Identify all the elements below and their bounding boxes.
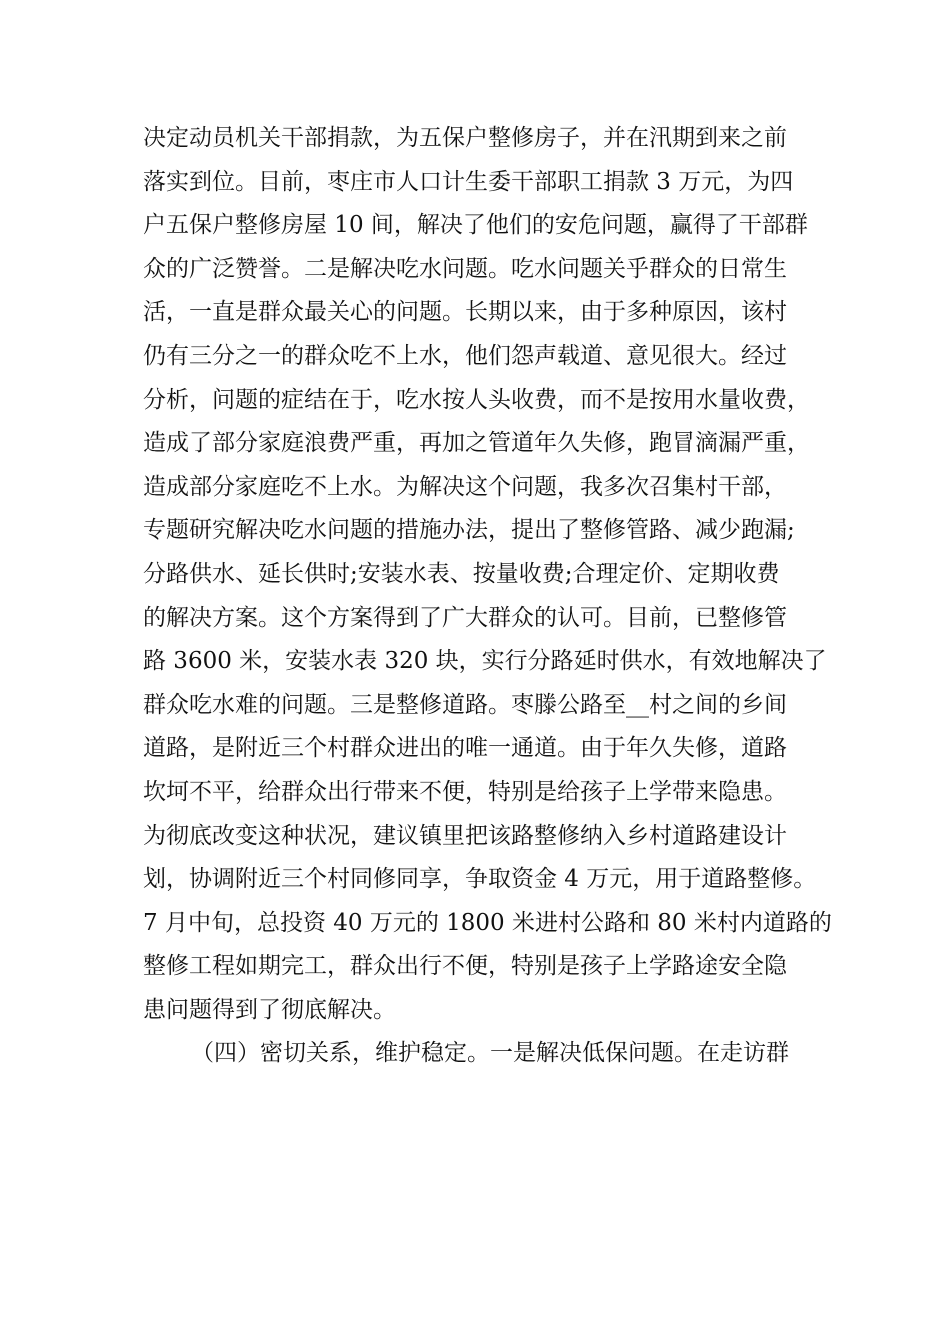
text-line-19: 7 月中旬，总投资 40 万元的 1800 米进村公路和 80 米村内道路的 [143, 909, 832, 936]
text-line-6: 仍有三分之一的群众吃不上水，他们怨声载道、意见很大。经过 [143, 342, 787, 369]
text-line-8: 造成了部分家庭浪费严重，再加之管道年久失修，跑冒滴漏严重， [143, 430, 810, 457]
text-line-7: 分析，问题的症结在于，吃水按人头收费，而不是按用水量收费， [143, 386, 810, 413]
text-line-2: 落实到位。目前，枣庄市人口计生委干部职工捐款 3 万元，为四 [143, 168, 794, 195]
text-line-10: 专题研究解决吃水问题的措施办法，提出了整修管路、减少跑漏; [143, 517, 795, 544]
section-heading-line: （四）密切关系，维护稳定。一是解决低保问题。在走访群 [191, 1040, 789, 1067]
text-line-4: 众的广泛赞誉。二是解决吃水问题。吃水问题关乎群众的日常生 [143, 255, 787, 282]
text-line-11: 分路供水、延长供时;安装水表、按量收费;合理定价、定期收费 [143, 560, 780, 587]
body-text [143, 117, 843, 1076]
text-line-13: 路 3600 米，安装水表 320 块，实行分路延时供水，有效地解决了 [143, 648, 827, 675]
text-line-16: 坎坷不平，给群众出行带来不便，特别是给孩子上学带来隐患。 [143, 778, 787, 805]
text-line-15: 道路，是附近三个村群众进出的唯一通道。由于年久失修，道路 [143, 735, 787, 762]
text-line-12: 的解决方案。这个方案得到了广大群众的认可。目前，已整修管 [143, 604, 787, 631]
text-line-18: 划，协调附近三个村同修同享，争取资金 4 万元，用于道路整修。 [143, 866, 817, 893]
text-line-17: 为彻底改变这种状况，建议镇里把该路整修纳入乡村道路建设计 [143, 822, 787, 849]
text-line-5: 活，一直是群众最关心的问题。长期以来，由于多种原因，该村 [143, 299, 787, 326]
text-line-3: 户五保户整修房屋 10 间，解决了他们的安危问题，赢得了干部群 [143, 212, 808, 239]
text-line-20: 整修工程如期完工，群众出行不便，特别是孩子上学路途安全隐 [143, 953, 787, 980]
text-line-9: 造成部分家庭吃不上水。为解决这个问题，我多次召集村干部， [143, 473, 787, 500]
text-line-14: 群众吃水难的问题。三是整修道路。枣滕公路至__村之间的乡间 [143, 691, 787, 718]
text-line-1: 决定动员机关干部捐款，为五保户整修房子，并在汛期到来之前 [143, 125, 787, 151]
text-line-21: 患问题得到了彻底解决。 [143, 996, 396, 1023]
